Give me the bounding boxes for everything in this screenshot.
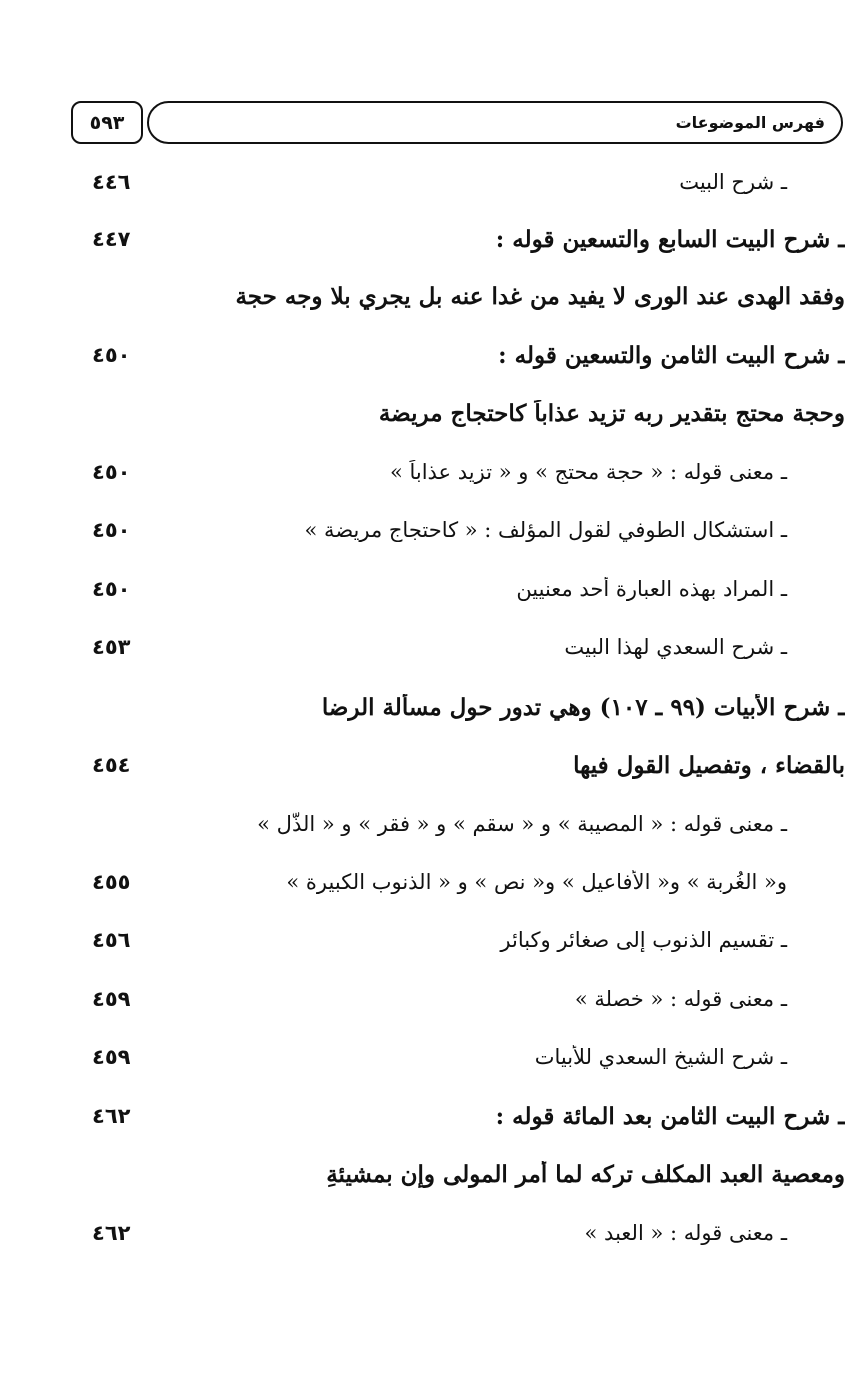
- toc-entry: [92, 393, 845, 433]
- toc-entry-text: ـ شرح البيت الثامن بعد المائة قوله :: [495, 1102, 845, 1130]
- section-title: فهرس الموضوعات: [675, 113, 825, 132]
- toc-entry-page: ٤٥٠: [92, 518, 131, 542]
- toc-entry-text: ـ شرح السعدي لهذا البيت: [564, 635, 787, 659]
- toc-entry: [92, 452, 845, 492]
- toc-entry-text: و« الغُربة » و« الأفاعيل » و« نص » و « الذنوب الكبيرة »: [286, 870, 787, 894]
- toc-entry: [92, 510, 845, 550]
- toc-entry-text: وحجة محتج بتقدير ربه تزيد عذاباً كاحتجاج مريضة: [378, 399, 845, 427]
- toc-entry: [92, 162, 845, 202]
- toc-entry: [92, 627, 845, 667]
- toc-entry-text: ـ معنى قوله : « خصلة »: [574, 987, 787, 1011]
- toc-entry-text: ـ شرح الشيخ السعدي للأبيات: [534, 1045, 787, 1069]
- toc-entry-text: ـ شرح الأبيات (٩٩ ـ ١٠٧) وهي تدور حول مسألة الرضا: [321, 693, 845, 721]
- toc-entry: [92, 804, 845, 844]
- toc-entry: [92, 335, 845, 375]
- toc-entry-text: ـ معنى قوله : « العبد »: [584, 1221, 787, 1245]
- toc-entry-text: ـ شرح البيت السابع والتسعين قوله :: [495, 225, 845, 253]
- toc-entry-page: ٤٥٠: [92, 343, 131, 367]
- toc-entry: [92, 1213, 845, 1253]
- toc-entry: [92, 1037, 845, 1077]
- toc-entry-page: ٤٥٩: [92, 1045, 131, 1069]
- toc-entry: [92, 920, 845, 960]
- toc-entry-text: ـ استشكال الطوفي لقول المؤلف : « كاحتجاج مريضة »: [304, 518, 787, 542]
- toc-entry: [92, 979, 845, 1019]
- toc-entry: [92, 745, 845, 785]
- toc-entry-page: ٤٤٦: [92, 170, 131, 194]
- toc-entry-text: ـ معنى قوله : « حجة محتج » و « تزيد عذاباً »: [389, 460, 787, 484]
- toc-entry: [92, 276, 845, 316]
- page-number: ٥٩٣: [89, 111, 125, 134]
- toc-entry-text: ـ تقسيم الذنوب إلى صغائر وكبائر: [500, 928, 787, 952]
- toc-entry-page: ٤٥٦: [92, 928, 131, 952]
- toc-entry-page: ٤٥٩: [92, 987, 131, 1011]
- toc-entry-page: ٤٥٠: [92, 577, 131, 601]
- toc-entry: [92, 569, 845, 609]
- toc-entry: [92, 1154, 845, 1194]
- toc-entry-text: وفقد الهدى عند الورى لا يفيد من غدا عنه بل يجري بلا وجه حجة: [235, 282, 845, 310]
- toc-entry: [92, 862, 845, 902]
- toc-entry-text: ـ المراد بهذه العبارة أحد معنيين: [516, 577, 787, 601]
- toc-entry: [92, 687, 845, 727]
- toc-entry-page: ٤٥٠: [92, 460, 131, 484]
- toc-entry-page: ٤٥٤: [92, 753, 131, 777]
- toc-entry-page: ٤٦٢: [92, 1221, 131, 1245]
- toc-entry-text: ـ معنى قوله : « المصيبة » و « سقم » و « فقر » و « الذُّل »: [257, 812, 787, 836]
- toc-entry-text: ـ شرح البيت: [679, 170, 787, 194]
- toc-entry-page: ٤٥٥: [92, 870, 131, 894]
- toc-entry-page: ٤٦٢: [92, 1104, 131, 1128]
- toc-entry: [92, 1096, 845, 1136]
- toc-entry: [92, 219, 845, 259]
- toc-entry-text: بالقضاء ، وتفصيل القول فيها: [573, 751, 845, 779]
- toc-entry-page: ٤٥٣: [92, 635, 131, 659]
- toc-entry-text: ومعصية العبد المكلف تركه لما أمر المولى وإن بمشيئةِ: [326, 1160, 845, 1188]
- toc-entry-page: ٤٤٧: [92, 227, 131, 251]
- toc-entry-text: ـ شرح البيت الثامن والتسعين قوله :: [498, 341, 845, 369]
